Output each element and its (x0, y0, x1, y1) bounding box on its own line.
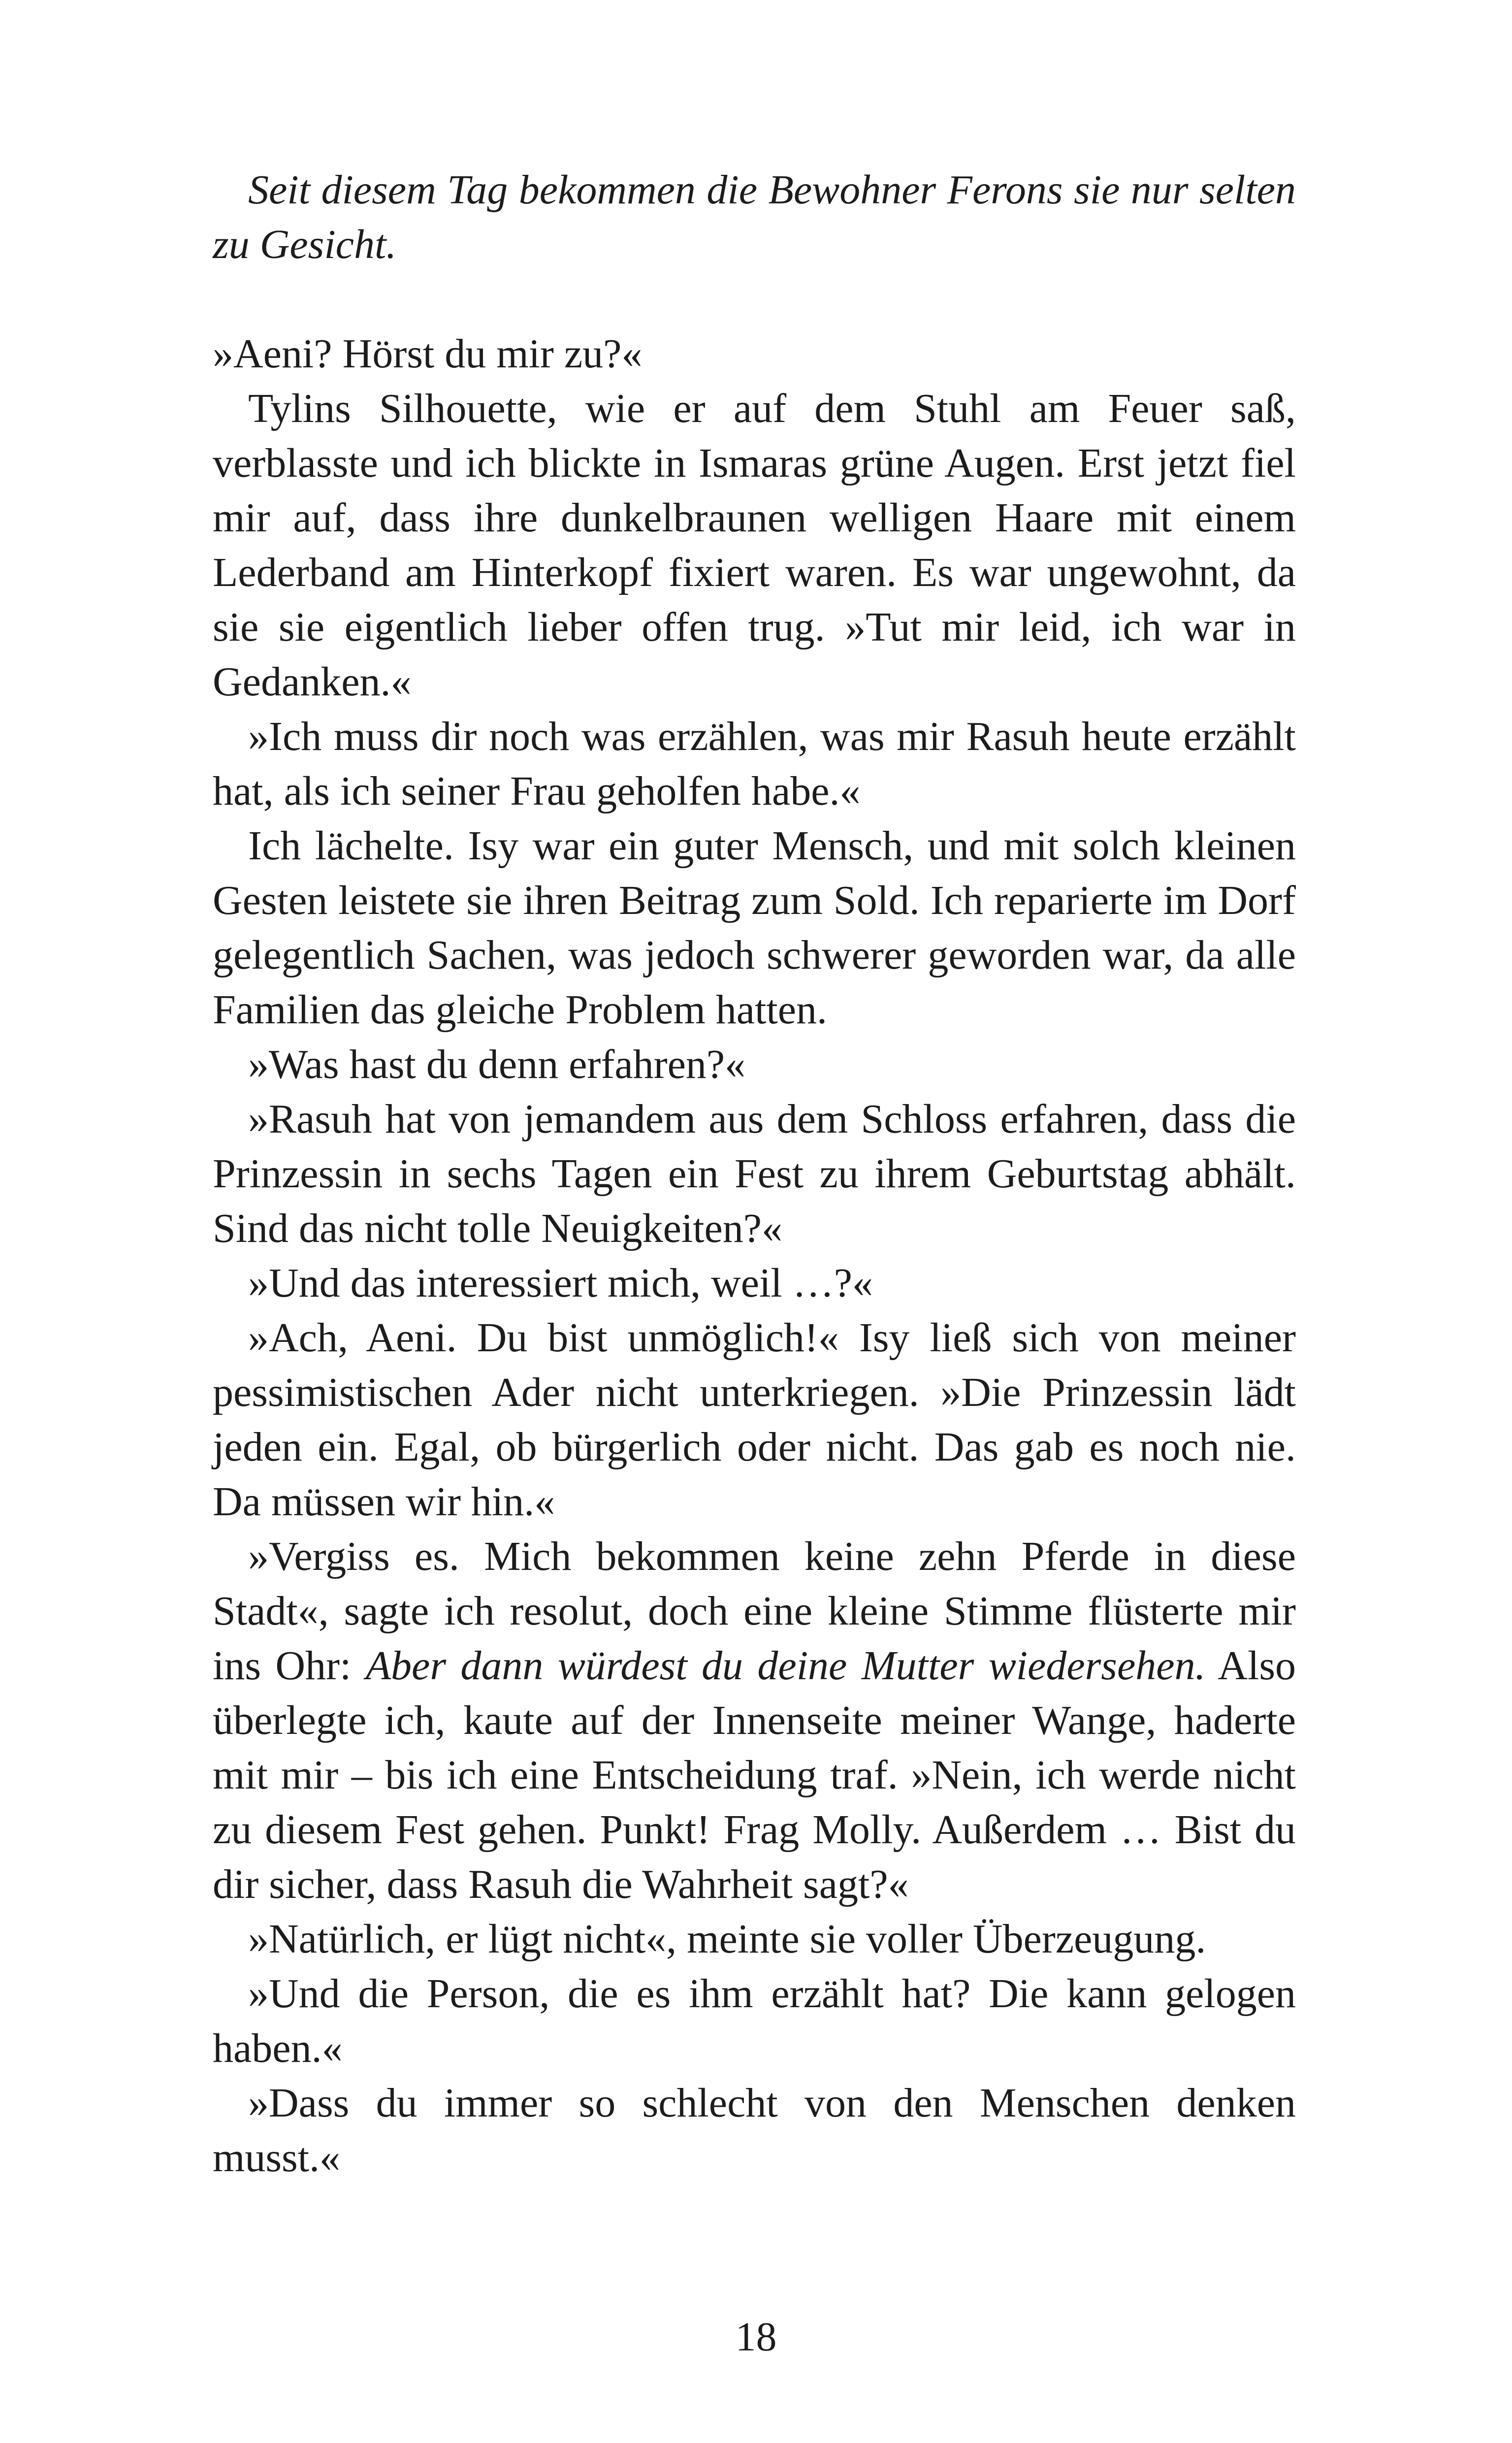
paragraph-2: Tylins Silhouette, wie er auf dem Stuhl am Feuer saß, verblasste und ich blickte in Ismaras grüne Augen. Erst jetzt fiel mir auf, dass ihre dunkelbraunen welligen Haare mit einem Lederband am Hinterkopf fixiert waren. Es war ungewohnt, da sie sie eigentlich lieber offen trug. »Tut mir leid, ich war in Gedanken.« (213, 386, 1296, 705)
paragraph-11: »Und die Person, die es ihm erzählt hat? Die kann gelogen haben.« (213, 1971, 1296, 2071)
intro-italic-paragraph: Seit diesem Tag bekommen die Bewohner Ferons sie nur selten zu Gesicht. (213, 167, 1296, 267)
body-text (213, 163, 1296, 2185)
paragraph-1: »Aeni? Hörst du mir zu?« (213, 331, 643, 377)
paragraph-6: »Rasuh hat von jemandem aus dem Schloss erfahren, dass die Prinzessin in sechs Tagen ein Fest zu ihrem Geburtstag abhält. Sind das nicht tolle Neuigkeiten?« (213, 1096, 1296, 1251)
paragraph-4: Ich lächelte. Isy war ein guter Mensch, und mit solch kleinen Gesten leistete sie ihren Beitrag zum Sold. Ich reparierte im Dorf gelegentlich Sachen, was jedoch schwerer geworden war, da alle Familien das gleiche Problem hatten. (213, 823, 1296, 1033)
paragraph-12: »Dass du immer so schlecht von den Menschen denken musst.« (213, 2080, 1296, 2181)
paragraph-9-part-1: »Vergiss es. Mich bekommen keine zehn Pferde in diese Stadt«, sagte ich resolut, doch eine kleine Stimme flüsterte mir ins Ohr: (213, 1533, 1296, 1689)
paragraph-7: »Und das interessiert mich, weil …?« (248, 1260, 873, 1306)
paragraph-9-part-2: Also überlegte ich, kaute auf der Innenseite meiner Wange, haderte mit mir – bis ich eine Entscheidung traf. »Nein, ich werde nicht zu diesem Fest gehen. Punkt! Frag Molly. Außerdem … Bist du dir sicher, dass Rasuh die Wahrheit sagt?« (213, 1643, 1296, 1907)
paragraph-9-italic-thought: Aber dann würdest du deine Mutter wiedersehen. (365, 1643, 1206, 1689)
paragraph-10: »Natürlich, er lügt nicht«, meinte sie voller Überzeugung. (248, 1916, 1206, 1962)
paragraph-5: »Was hast du denn erfahren?« (248, 1042, 746, 1087)
page-number: 18 (735, 2314, 777, 2360)
paragraph-8: »Ach, Aeni. Du bist unmöglich!« Isy ließ sich von meiner pessimistischen Ader nicht unterkriegen. »Die Prinzessin lädt jeden ein. Egal, ob bürgerlich oder nicht. Das gab es noch nie. Da müssen wir hin.« (213, 1315, 1296, 1525)
paragraph-3: »Ich muss dir noch was erzählen, was mir Rasuh heute erzählt hat, als ich seiner Frau geholfen habe.« (213, 714, 1296, 814)
paragraph-9 (213, 1529, 1296, 1912)
